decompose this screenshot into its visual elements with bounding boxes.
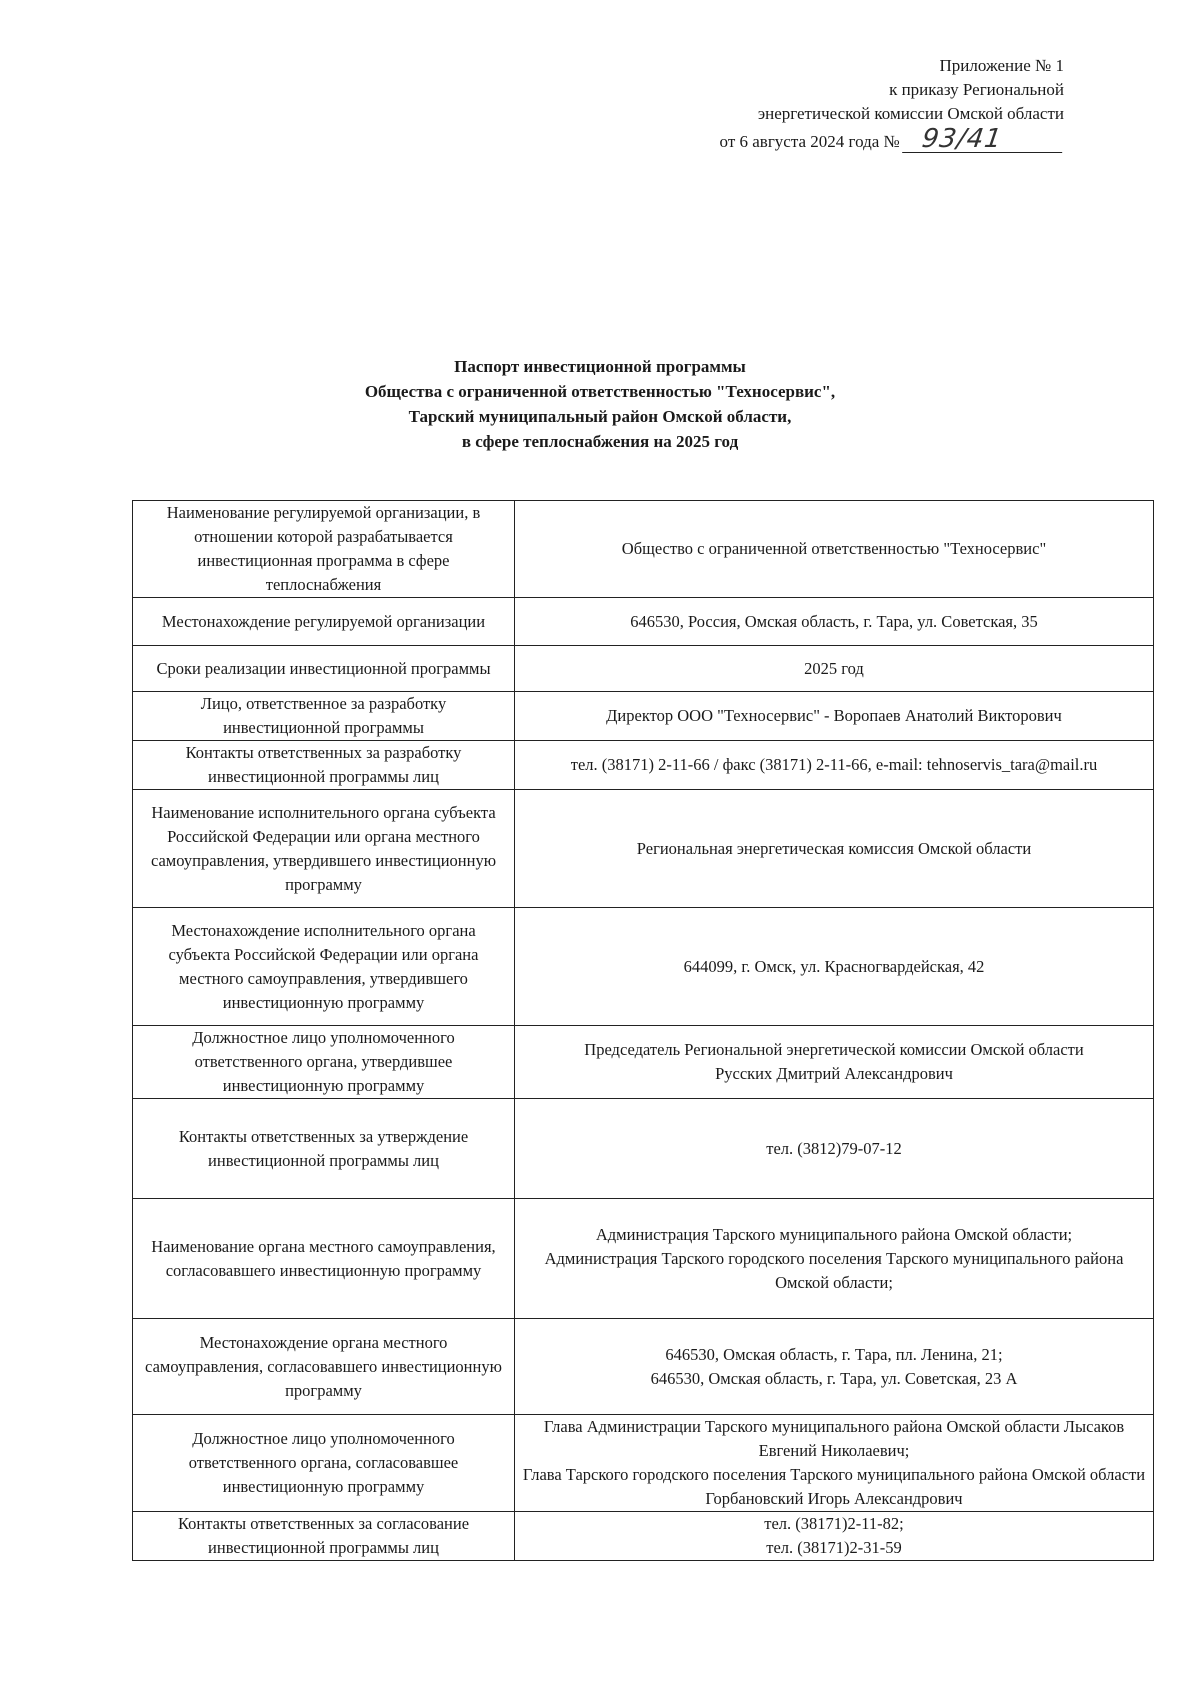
row-value-line: 646530, Омская область, г. Тара, пл. Ленина, 21; [665,1344,1003,1364]
row-label: Наименование регулируемой организации, в отношении которой разрабатывается инвестиционная программа в сфере теплоснабжения [133,501,515,598]
row-label: Местонахождение регулируемой организации [133,598,515,646]
appendix-commission: энергетической комиссии Омской области [757,104,1064,123]
table-row [133,1319,1154,1415]
row-value [515,1415,1154,1512]
row-label: Наименование органа местного самоуправления, согласовавшего инвестиционную программу [133,1199,515,1319]
row-value [515,790,1154,908]
row-label: Должностное лицо уполномоченного ответственного органа, согласовавшее инвестиционную программу [133,1415,515,1512]
title-line-3: Тарский муниципальный район Омской области, [408,407,792,426]
row-label: Должностное лицо уполномоченного ответственного органа, утвердившее инвестиционную программу [133,1026,515,1099]
row-value [515,598,1154,646]
row-value-line: Общество с ограниченной ответственностью "Техносервис" [621,539,1047,558]
row-value [515,1026,1154,1099]
table-row [133,1512,1154,1561]
table-row [133,1099,1154,1199]
table-row [133,598,1154,646]
row-value-line: Председатель Региональной энергетической комиссии Омской области [584,1040,1084,1059]
row-value-line: тел. (38171)2-11-82; [764,1514,904,1533]
row-label: Местонахождение органа местного самоуправления, согласовавшего инвестиционную программу [133,1319,515,1415]
table-row [133,741,1154,790]
row-label: Наименование исполнительного органа субъекта Российской Федерации или органа местного самоуправления, утвердившего инвестиционную программу [133,790,515,908]
row-value-line: Глава Тарского городского поселения Тарского муниципального района Омской области Горбановский Игорь Александрович [522,1465,1146,1508]
row-value [515,908,1154,1026]
row-label: Лицо, ответственное за разработку инвестиционной программы [133,692,515,741]
passport-table [132,500,1154,1561]
row-value [515,646,1154,692]
appendix-order-ref: к приказу Региональной [889,80,1064,99]
row-label: Местонахождение исполнительного органа субъекта Российской Федерации или органа местного самоуправления, утвердившего инвестиционную программу [133,908,515,1026]
row-value [515,692,1154,741]
table-row [133,1415,1154,1512]
appendix-order-line [644,126,1064,154]
row-value-line: Директор ООО "Техносервис" - Воропаев Анатолий Викторович [606,706,1062,725]
row-label: Контакты ответственных за разработку инвестиционной программы лиц [133,741,515,790]
row-value-line: тел. (3812)79-07-12 [766,1138,902,1158]
row-value-line: Глава Администрации Тарского муниципального района Омской области Лысаков Евгений Николаевич; [543,1417,1125,1460]
row-value [515,1199,1154,1319]
document-title [0,354,1200,454]
table-row [133,790,1154,908]
table-row [133,1026,1154,1099]
row-value [515,1319,1154,1415]
row-value-line: Региональная энергетическая комиссия Омской области [636,838,1032,858]
row-label: Сроки реализации инвестиционной программы [133,646,515,692]
title-line-1: Паспорт инвестиционной программы [454,357,746,376]
table-row [133,692,1154,741]
row-value-line: 646530, Омская область, г. Тара, ул. Советская, 23 А [650,1368,1018,1388]
row-value-line: тел. (38171) 2-11-66 / факс (38171) 2-11-66, e-mail: tehnoservis_tara@mail.ru [570,755,1098,774]
row-label: Контакты ответственных за утверждение инвестиционной программы лиц [133,1099,515,1199]
row-value [515,1099,1154,1199]
row-value-line: 644099, г. Омск, ул. Красногвардейская, 42 [683,956,985,976]
table-row [133,501,1154,598]
row-value [515,741,1154,790]
table-row [133,646,1154,692]
appendix-header [644,54,1064,154]
table-row [133,908,1154,1026]
row-value-line: Администрация Тарского муниципального района Омской области; [595,1224,1073,1244]
row-value-line: тел. (38171)2-31-59 [766,1538,902,1557]
row-label: Контакты ответственных за согласование инвестиционной программы лиц [133,1512,515,1561]
row-value-line: Русских Дмитрий Александрович [715,1064,953,1083]
row-value-line: Администрация Тарского городского поселения Тарского муниципального района Омской области; [544,1248,1124,1292]
title-line-2: Общества с ограниченной ответственностью "Техносервис", [364,382,836,401]
row-value-line: 2025 год [804,658,864,678]
appendix-order-date: от 6 августа 2024 года № [719,132,900,151]
table-row [133,1199,1154,1319]
title-line-4: в сфере теплоснабжения на 2025 год [461,432,739,451]
handwritten-order-number: 93/41 [902,126,1066,153]
row-value [515,501,1154,598]
appendix-number: Приложение № 1 [939,56,1064,75]
row-value [515,1512,1154,1561]
row-value-line: 646530, Россия, Омская область, г. Тара, ул. Советская, 35 [630,611,1038,631]
